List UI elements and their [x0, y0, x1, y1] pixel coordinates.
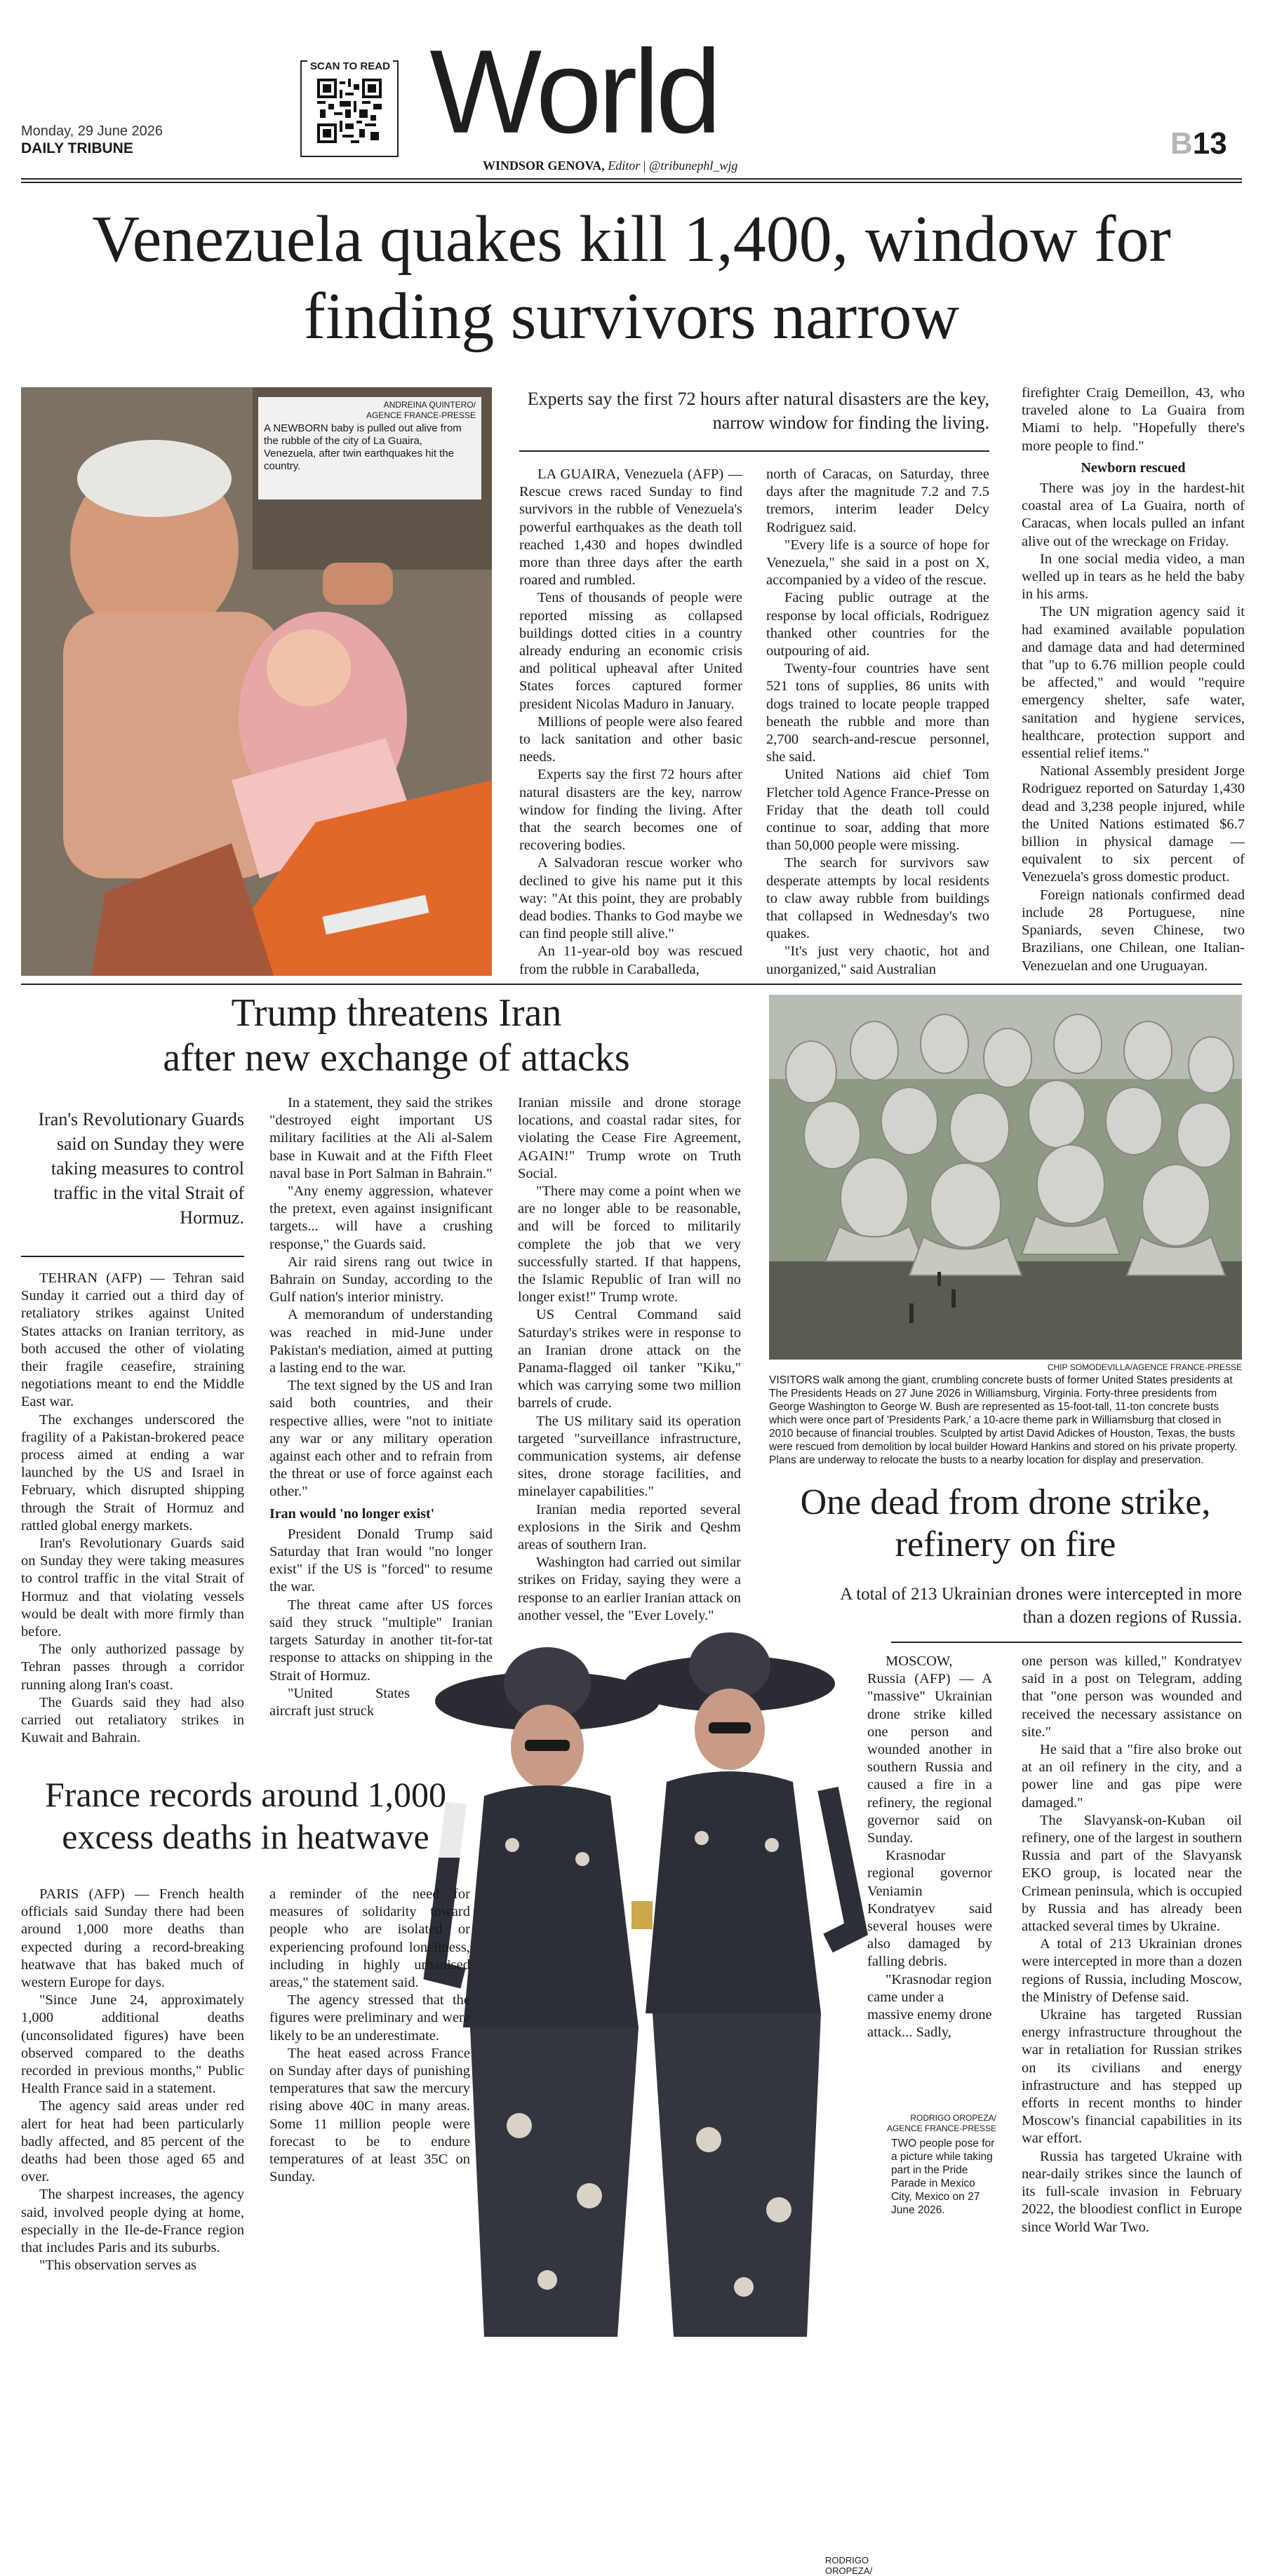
masthead-paper: DAILY TRIBUNE — [21, 140, 133, 156]
story2-c2-p4: A memorandum of understanding was reached in mid-June under Pakistan's mediation, aimed at putting a lasting end to the war. — [269, 1307, 493, 1376]
story3-headline-line1: One dead from drone strike, — [800, 1482, 1211, 1522]
story4-c1-p1: PARIS (AFP) — French health officials said Sunday there had been around 1,000 more deaths than expected during a record-breaking heatwave that has baked much of western Europe for days. — [21, 1886, 244, 1991]
pride-photo-caption: TWO people pose for a picture while taking part in the Pride Parade in Mexico City, Mexico on 27 June 2026. — [891, 2137, 996, 2217]
story2-subhead: Iran would 'no longer exist' — [269, 1505, 435, 1522]
story1-column-2 — [766, 466, 989, 979]
story2-c2b-p1: President Donald Trump said Saturday that Iran would "no longer exist" if the US is "forced" to resume the war. — [269, 1526, 493, 1595]
story1-c2-p2: "Every life is a source of hope for Venezuela," she said in a post on X, accompanied by a video of the rescue. — [766, 537, 989, 589]
story4-c1-p5: "This observation serves as — [39, 2258, 197, 2274]
story2-c3-p6: Washington had carried out similar strikes on Friday, saying they were a response to an earlier Iranian attack on another vessel, the "Ever Lovely." — [518, 1555, 741, 1623]
story2-headline — [21, 991, 772, 1080]
story4-column-2 — [269, 1886, 470, 2186]
story2-c1-p1: TEHRAN (AFP) — Tehran said Sunday it carried out a third day of retaliatory strikes against United States attacks on Iranian territory, as both accused the other of violating their fragile ceasefire, straining negotiations meant to end the Middle East war. — [21, 1270, 244, 1410]
story3-column-1 — [867, 1653, 992, 2041]
story1-c3-p5: Foreign nationals confirmed dead include 28 Portuguese, nine Spaniards, seven Chinese, two Brazilians, one Chilean, one Italian-Venezuelan and one Uruguayan. — [1022, 887, 1245, 974]
story2-deck-rule — [21, 1256, 244, 1257]
story2-c2-p3: Air raid sirens rang out twice in Bahrain on Sunday, according to the Gulf nation's interior ministry. — [269, 1254, 493, 1306]
story2-c3-p4: The US military said its operation targeted "surveillance infrastructure, communication systems, air defense sites, drone storage facilities, and minelayer capabilities." — [518, 1413, 741, 1500]
story1-c3-p0: firefighter Craig Demeillon, 43, who traveled alone to La Guaira from Miami to help. "Hopefully there's more people to find." — [1022, 385, 1245, 454]
pride-parade-image — [407, 1635, 884, 2337]
pride-credit-line1: RODRIGO OROPEZA/ — [910, 2113, 996, 2123]
story1-c3-p4: National Assembly president Jorge Rodriguez reported on Saturday 1,430 dead and 3,238 people injured, while the United Nations estimated $6.7 billion in physical damage — equivalent to six percent of Venezuela's gross domestic product. — [1022, 763, 1245, 885]
story3-c2-p3: The Slavyansk-on-Kuban oil refinery, one of the largest in southern Russia and part of the Slavyansk EKO group, is located near the Crimean peninsula, which is occupied by Russia and has already been attacked several times by Ukraine. — [1022, 1812, 1242, 1935]
story2-c2b-p3: "United States aircraft just struck — [269, 1685, 410, 1719]
newborn-photo-credit-2: AGENCE FRANCE-PRESSE — [366, 410, 476, 420]
story3-column-2 — [1022, 1653, 1242, 2236]
story3-c1-p1: MOSCOW, Russia (AFP) — A "massive" Ukrainian drone strike killed one person and wounded another in southern Russia and caused a fire in a refinery, the regional governor said on Sunday. — [867, 1653, 992, 1846]
story4-c2-p2: The agency stressed that the figures were preliminary and were likely to be an underestimate. — [269, 1992, 470, 2044]
editor-name: WINDSOR GENOVA, — [483, 159, 605, 173]
story3-c2-p4: A total of 213 Ukrainian drones were intercepted in more than a dozen regions of Russia, including Moscow, the Ministry of Defense said. — [1022, 1936, 1242, 2005]
story1-c1-p5: A Salvadoran rescue worker who declined to give his name put it this way: "At this point, they are probably dead bodies. Thanks to God maybe we can find people still alive." — [519, 855, 742, 942]
masthead-rule-bottom — [21, 182, 1242, 183]
story1-column-3 — [1022, 384, 1245, 975]
story1-c2-p5: United Nations aid chief Tom Fletcher told Agence France-Presse on Friday that the death toll could continue to soar, adding that more than 50,000 people were missing. — [766, 767, 989, 854]
story2-column-3 — [518, 1094, 741, 1625]
pride-parade-photo — [407, 1635, 884, 2576]
busts-photo-caption: VISITORS walk among the giant, crumbling concrete busts of former United States presidents at The Presidents Heads on 27 June 2026 in Williamsburg, Virginia. Forty-three presidents from George Washington to George W. Bush are represented as 15-foot-tall, 11-ton concrete busts which were once part of 'Presidents Park,' a 10-acre theme park in Williamsburg that closed in 2010 because of financial troubles. Sculpted by artist David Adickes of Houston, Texas, the busts were rescued from demolition by local builder Howard Hankins and stored on his private property. Plans are underway to relocate the busts to a nearby location for display and preservation. — [769, 1374, 1238, 1466]
page-digits: 13 — [1192, 126, 1227, 161]
story4-column-1 — [21, 1886, 244, 2274]
story2-c2-p1: In a statement, they said the strikes "destroyed eight important US military facilities at the Ali al-Salem base in Kuwait and at the Fifth Fleet naval base in Port Salman in Bahrain." — [269, 1095, 493, 1181]
pride-credit-line2: AGENCE FRANCE-PRESSE — [886, 2124, 996, 2133]
masthead-rule-top — [21, 178, 1242, 180]
editor-handle: @tribunephl_wjg — [648, 159, 738, 173]
story2-c2b-p2: The threat came after US forces said they struck "multiple" Iranian targets Saturday in another tit-for-tat response to attacks on shipping in the Strait of Hormuz. — [269, 1597, 493, 1684]
story4-headline — [14, 1773, 477, 1858]
story2-c3-p3: US Central Command said Saturday's strikes were in response to an Iranian drone attack on the Panama-flagged oil tanker "Kiku," which was carrying some two million barrels of crude. — [518, 1307, 741, 1411]
story2-headline-line2: after new exchange of attacks — [163, 1036, 630, 1080]
story2-headline-line1: Trump threatens Iran — [231, 991, 562, 1035]
page-number — [1170, 126, 1227, 161]
story4-c2-p1: a reminder of the need for measures of solidarity toward people who are isolated or experiencing profound loneliness, including in highly urbanised areas," the statement said. — [269, 1886, 470, 1991]
story2-c1-p2: The exchanges underscored the fragility of a Pakistan-brokered peace process aimed at ending a war launched by the US and Israel in February, which disrupted shipping through the Strait of Hormuz and rattled global energy markets. — [21, 1411, 244, 1534]
story1-c1-p1: LA GUAIRA, Venezuela (AFP) — Rescue crews raced Sunday to find survivors in the rubble of Venezuela's powerful earthquakes as the death toll reached 1,430 and hopes dwindled more than three days after the earth roared and rumbled. — [519, 467, 742, 589]
story1-c2-p7: "It's just very chaotic, hot and unorganized," said Australian — [766, 944, 989, 977]
story1-c2-p3: Facing public outrage at the response by local officials, Rodriguez thanked other countries for the outpouring of aid. — [766, 590, 989, 659]
story1-c2-p1: north of Caracas, on Saturday, three days after the magnitude 7.2 and 7.5 tremors, interim leader Delcy Rodriguez said. — [766, 467, 989, 535]
editor-role: Editor — [608, 159, 641, 173]
masthead-date: Monday, 29 June 2026 — [21, 123, 163, 139]
page-letter: B — [1170, 126, 1193, 161]
story1-subhead: Newborn rescued — [1081, 459, 1186, 476]
newborn-photo-caption: A NEWBORN baby is pulled out alive from the rubble of the city of La Guaira, Venezuela, after twin earthquakes hit the country. — [264, 422, 462, 472]
story4-c1-p4: The sharpest increases, the agency said, involved people dying at home, especially in the Ile-de-France region that includes Paris and its suburbs. — [21, 2187, 244, 2256]
story3-c1-p3: "Krasnodar region came under a massive enemy drone attack... Sadly, — [867, 1971, 992, 2041]
story3-c2-p1: one person was killed," Kondratyev said in a post on Telegram, adding that "one person was wounded and received the necessary assistance on site." — [1022, 1653, 1242, 1740]
pride-photo-credit-1: RODRIGO OROPEZA/ — [825, 2555, 873, 2576]
story1-c3-p2: In one social media video, a man welled up in tears as he held the baby in his arms. — [1022, 551, 1245, 603]
newborn-caption-box — [258, 397, 481, 499]
section-title: World — [429, 25, 718, 159]
story3-headline — [769, 1482, 1242, 1566]
story2-c1-p3: Iran's Revolutionary Guards said on Sunday they were taking measures to control traffic in the vital Strait of Hormuz and that violating vessels would be dealt with more firmly than before. — [21, 1536, 244, 1640]
story2-c3-p2: "There may come a point when we are no longer able to be reasonable, and will be forced to militarily complete the job that we very successfully started. If that happens, the Islamic Republic of Iran will no longer exist!" Trump wrote. — [518, 1183, 741, 1306]
story1-c2-p4: Twenty-four countries have sent 521 tons of supplies, 86 units with dogs trained to locate people trapped beneath the rubble and more than 2,700 search-and-rescue personnel, she said. — [766, 661, 989, 765]
story2-c2-p5: The text signed by the US and Iran said both countries, and their respective allies, were "not to initiate any war or any military operation against each other and to refrain from the threat or use of force against each other." — [269, 1378, 493, 1500]
qr-code-box[interactable] — [300, 60, 399, 157]
busts-photo-credit: CHIP SOMODEVILLA/AGENCE FRANCE-PRESSE — [1047, 1362, 1242, 1372]
story1-c2-p6: The search for survivors saw desperate attempts by local residents to claw away rubble from buildings that collapsed in Wednesday's two quakes. — [766, 855, 989, 942]
story1-c1-p4: Experts say the first 72 hours after natural disasters are the key, narrow window for finding the living. After that the search becomes one of recovering bodies. — [519, 767, 742, 854]
story1-c3-p3: The UN migration agency said it had examined available population and damage data and had determined that "up to 6.76 million people could be affected," and would "require emergency shelter, safe water, sanitation and hygiene services, healthcare, protection support and essential relief items." — [1022, 604, 1245, 762]
story1-c1-p3: Millions of people were also feared to lack sanitation and other basic needs. — [519, 713, 742, 765]
story2-c1-p5: The Guards said they had also carried out retaliatory strikes in Kuwait and Bahrain. — [21, 1694, 244, 1746]
story1-c1-p2: Tens of thousands of people were reported missing as collapsed buildings dotted cities in a country already enduring an economic crisis and political upheaval after United States forces captured former president Nicolas Maduro in January. — [519, 590, 742, 712]
editor-credit: WINDSOR GENOVA, Editor | @tribunephl_wjg — [483, 159, 738, 173]
story1-headline: Venezuela quakes kill 1,400, window for finding survivors narrow — [92, 203, 1171, 353]
story2-c2-p2: "Any enemy aggression, whatever the pretext, even against insignificant targets... will have a crushing response," the Guards said. — [269, 1183, 493, 1252]
story4-c1-p2: "Since June 24, approximately 1,000 additional deaths (unconsolidated figures) have been observed compared to the deaths recorded in previous months," Public Health France said in a statement. — [21, 1992, 244, 2097]
story3-c1-p2: Krasnodar regional governor Veniamin Kondratyev said several houses were also damaged by falling debris. — [867, 1848, 992, 1970]
story3-c2-p2: He said that a "fire also broke out at an oil refinery in the city, and a power line and gas pipe were damaged." — [1022, 1742, 1242, 1811]
story4-headline-line1: France records around 1,000 — [44, 1775, 447, 1814]
story2-column-1 — [21, 1270, 244, 1747]
story2-c3-p5: Iranian media reported several explosions in the Sirik and Qeshm areas of southern Iran. — [518, 1501, 741, 1553]
story2-column-2 — [269, 1094, 493, 1720]
story3-deck-rule — [891, 1642, 1242, 1643]
story1-c3-p1: There was joy in the hardest-hit coastal area of La Guaira, north of Caracas, when locals pulled an infant alive out of the wreckage on Friday. — [1022, 481, 1245, 549]
story1-c1-p6: An 11-year-old boy was rescued from the rubble in Caraballeda, — [519, 944, 742, 977]
story1-deck-rule — [519, 450, 989, 452]
story2-c3-p1: Iranian missile and drone storage locations, and coastal radar sites, for violating the Cease Fire Agreement, AGAIN!" Trump wrote on Truth Social. — [518, 1095, 741, 1181]
story4-c2-p3: The heat eased across France on Sunday after days of punishing temperatures that saw the mercury rising above 40C in many areas. Some 11 million people were forecast to be to endure temperatures of at least 35C on Sunday. — [269, 2045, 470, 2185]
story2-c1-p4: The only authorized passage by Tehran passes through a corridor running along Iran's coast. — [21, 1642, 244, 1693]
story3-c2-p5: Ukraine has targeted Russian energy infrastructure throughout the war in retaliation for Russian strikes on its civilians and energy infrastructure and has stepped up efforts in recent months to hinder Moscow's financial capabilities in its war effort. — [1022, 2007, 1242, 2147]
qr-label: SCAN TO READ — [307, 60, 393, 72]
story1-deck: Experts say the first 72 hours after natural disasters are the key, narrow window for finding the living. — [527, 389, 989, 433]
story4-headline-line2: excess deaths in heatwave — [62, 1817, 429, 1856]
story3-headline-line2: refinery on fire — [895, 1524, 1116, 1564]
story1-column-1 — [519, 466, 742, 979]
newborn-rescue-photo — [21, 387, 492, 976]
presidents-busts-photo — [769, 995, 1242, 1360]
qr-code-icon — [317, 79, 382, 143]
story2-deck: Iran's Revolutionary Guards said on Sunday they were taking measures to control traffic in the vital Strait of Hormuz. — [38, 1109, 244, 1228]
presidents-busts-image — [769, 995, 1242, 1360]
pride-photo-credit-1b — [835, 2113, 996, 2134]
story3-deck: A total of 213 Ukrainian drones were intercepted in more than a dozen regions of Russia. — [840, 1585, 1242, 1627]
newborn-photo-credit-1: ANDREINA QUINTERO/ — [383, 400, 476, 410]
story1-bottom-rule — [21, 984, 1242, 985]
story3-c2-p6: Russia has targeted Ukraine with near-daily strikes since the launch of its full-scale invasion in February 2022, the bloodiest conflict in Europe since World War Two. — [1022, 2148, 1242, 2235]
story4-c1-p3: The agency said areas under red alert for heat had been particularly badly affected, and 85 percent of the deaths had been those aged 65 and over. — [21, 2098, 244, 2185]
